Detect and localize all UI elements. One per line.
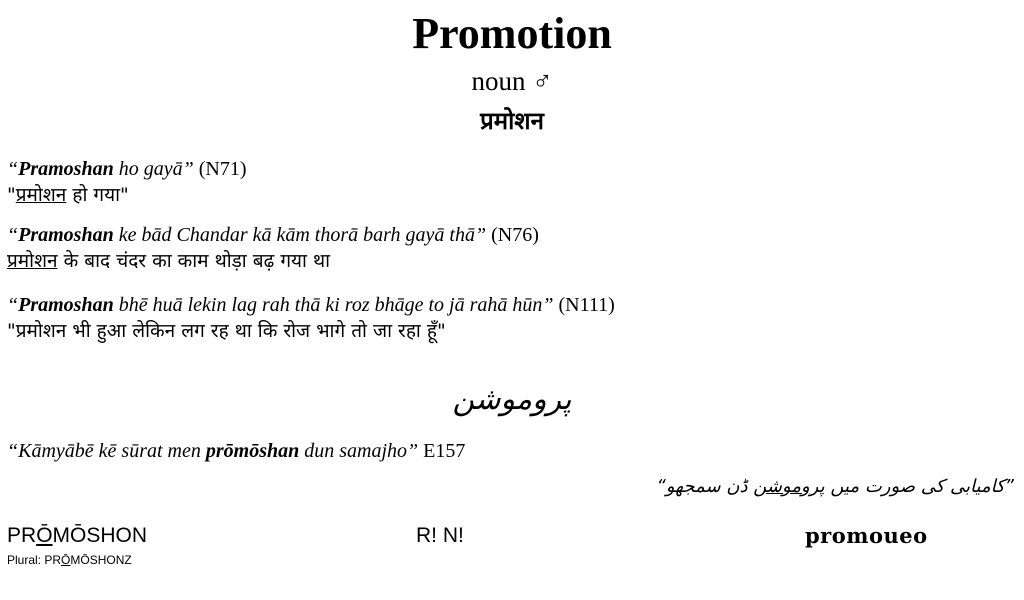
example-1-ref: (N71): [193, 158, 247, 180]
devanagari-headword: प्रमोशन: [480, 107, 544, 135]
example-3-text: bhē huā lekin lag rah thā ki roz bhāge to jā rahā hūn: [113, 294, 543, 316]
code-label: R! N!: [416, 524, 464, 547]
example-3-hindi: [7, 318, 446, 344]
pronunciation-stressed: Ō: [36, 524, 53, 547]
example-2-hindi: [7, 248, 330, 274]
plural-end: MŌSHONZ: [70, 553, 132, 567]
urdu-script-keyword: پروموشن: [753, 476, 825, 497]
part-of-speech: noun ♂: [471, 66, 553, 96]
example-2-hindi-text: के बाद चंदर का काम थोड़ा बढ़ गया था: [57, 250, 331, 272]
example-3-transliteration: “Pramoshan bhē huā lekin lag rah thā ki roz bhāge to jā rahā hūn” (N111): [7, 294, 615, 316]
plural-form: [7, 552, 132, 568]
example-1-hindi-text: हो गया": [66, 184, 129, 206]
example-2-transliteration: “Pramoshan ke bād Chandar kā kām thorā barh gayā thā” (N76): [7, 224, 539, 246]
urdu-script-start: ”کامیابی کی صورت میں: [824, 476, 1014, 497]
example-3-ref: (N111): [553, 294, 615, 316]
urdu-example-text-end: dun samajho: [299, 440, 408, 462]
urdu-example-keyword: prōmōshan: [205, 440, 300, 462]
example-3-hindi-text: प्रमोशन भी हुआ लेकिन लग रह था कि रोज भागे तो जा रहा हूँ": [15, 320, 446, 342]
example-2-hindi-keyword: प्रमोशन: [7, 250, 58, 272]
urdu-script-end: ڈن سمجھو“: [656, 476, 754, 497]
urdu-script-example: [657, 472, 1014, 502]
example-3-hindi-quote: ": [7, 320, 16, 342]
example-2-ref: (N76): [486, 224, 539, 246]
plural-stressed: Ō: [61, 553, 71, 567]
urdu-example-ref: E157: [418, 440, 466, 462]
example-1-transliteration: “Pramoshan ho gayā” (N71): [7, 158, 247, 180]
pronunciation: [7, 522, 147, 550]
urdu-headword: پروموشن: [452, 382, 572, 417]
example-2-keyword: Pramoshan: [18, 224, 114, 246]
example-1-hindi: [7, 182, 129, 208]
example-1-text: ho gayā: [113, 158, 183, 180]
example-1-keyword: Pramoshan: [18, 158, 114, 180]
example-3-keyword: Pramoshan: [18, 294, 114, 316]
plural-start: Plural: PR: [7, 553, 62, 567]
urdu-example-transliteration: “Kāmyābē kē sūrat men prōmōshan dun samajho” E157: [7, 440, 466, 462]
example-2-text: ke bād Chandar kā kām thorā barh gayā thā: [113, 224, 475, 246]
urdu-example-text: Kāmyābē kē sūrat men: [18, 440, 206, 462]
gothic-spelling: promoueo: [805, 523, 928, 548]
example-1-hindi-keyword: प्रमोशन: [15, 184, 67, 206]
headword: Promotion: [412, 9, 612, 58]
pronunciation-start: PR: [7, 524, 37, 547]
pronunciation-end: MŌSHON: [52, 524, 148, 547]
example-1-hindi-quote: ": [7, 184, 16, 206]
